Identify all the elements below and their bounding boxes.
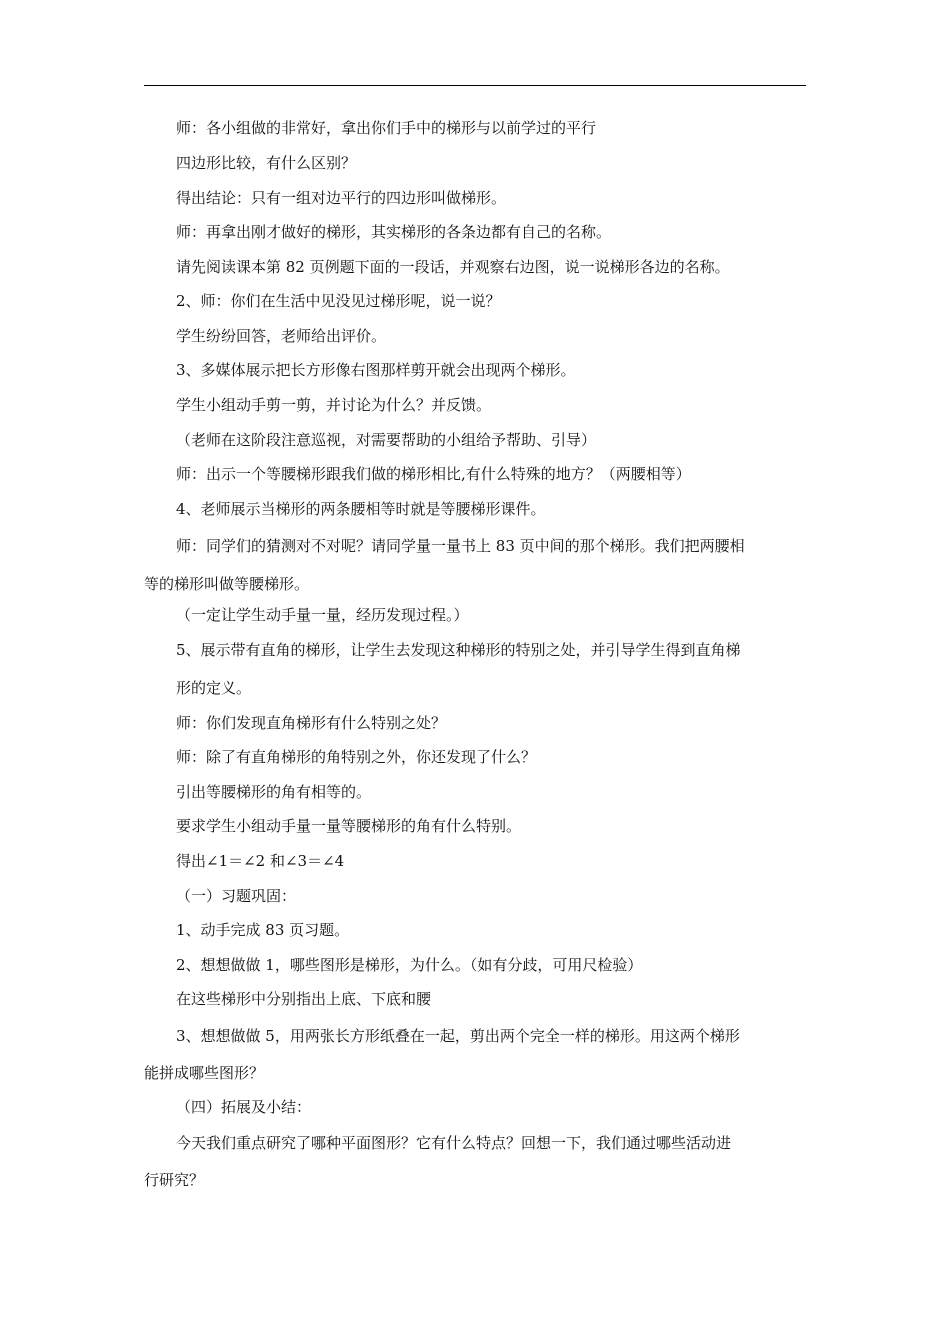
paragraph-line: 3、想想做做 5，用两张长方形纸叠在一起，剪出两个完全一样的梯形。用这两个梯形 bbox=[176, 1027, 740, 1045]
section-heading: （一）习题巩固： bbox=[176, 887, 297, 905]
paragraph-line: 5、展示带有直角的梯形，让学生去发现这种梯形的特别之处，并引导学生得到直角梯 bbox=[176, 641, 741, 659]
paragraph-line: 师：再拿出刚才做好的梯形，其实梯形的各条边都有自己的名称。 bbox=[176, 223, 612, 241]
paragraph-line: 等的梯形叫做等腰梯形。 bbox=[144, 575, 310, 593]
paragraph-line: （一定让学生动手量一量，经历发现过程。） bbox=[176, 606, 469, 624]
paragraph-line: 学生纷纷回答，老师给出评价。 bbox=[176, 327, 387, 345]
paragraph-line: 得出∠1＝∠2 和∠3＝∠4 bbox=[176, 852, 345, 870]
paragraph-line: 请先阅读课本第 82 页例题下面的一段话，并观察右边图，说一说梯形各边的名称。 bbox=[176, 258, 730, 276]
paragraph-line: 学生小组动手剪一剪，并讨论为什么？并反馈。 bbox=[176, 396, 492, 414]
paragraph-line: 4、老师展示当梯形的两条腰相等时就是等腰梯形课件。 bbox=[176, 500, 546, 518]
paragraph-line: 要求学生小组动手量一量等腰梯形的角有什么特别。 bbox=[176, 817, 522, 835]
paragraph-line: 师：除了有直角梯形的角特别之外，你还发现了什么？ bbox=[176, 748, 537, 766]
paragraph-line: 引出等腰梯形的角有相等的。 bbox=[176, 783, 372, 801]
paragraph-line: 四边形比较，有什么区别？ bbox=[176, 154, 357, 172]
paragraph-line: 形的定义。 bbox=[176, 679, 252, 697]
paragraph-line: 师：各小组做的非常好，拿出你们手中的梯形与以前学过的平行 bbox=[176, 119, 597, 137]
paragraph-line: 师：你们发现直角梯形有什么特别之处？ bbox=[176, 714, 447, 732]
paragraph-line: 今天我们重点研究了哪种平面图形？它有什么特点？回想一下，我们通过哪些活动进 bbox=[176, 1134, 732, 1152]
paragraph-line: 师：出示一个等腰梯形跟我们做的梯形相比,有什么特殊的地方？（两腰相等） bbox=[176, 465, 691, 483]
paragraph-line: 能拼成哪些图形？ bbox=[144, 1064, 265, 1082]
paragraph-line: 师：同学们的猜测对不对呢？请同学量一量书上 83 页中间的那个梯形。我们把两腰相 bbox=[176, 537, 745, 555]
section-heading: （四）拓展及小结： bbox=[176, 1098, 312, 1116]
paragraph-line: 3、多媒体展示把长方形像右图那样剪开就会出现两个梯形。 bbox=[176, 361, 576, 379]
paragraph-line: 得出结论：只有一组对边平行的四边形叫做梯形。 bbox=[176, 189, 507, 207]
paragraph-line: （老师在这阶段注意巡视，对需要帮助的小组给予帮助、引导） bbox=[176, 431, 597, 449]
paragraph-line: 1、动手完成 83 页习题。 bbox=[176, 921, 350, 939]
paragraph-line: 在这些梯形中分别指出上底、下底和腰 bbox=[176, 990, 432, 1008]
paragraph-line: 2、想想做做 1，哪些图形是梯形，为什么。（如有分歧，可用尺检验） bbox=[176, 956, 643, 974]
paragraph-line: 行研究？ bbox=[144, 1171, 205, 1189]
paragraph-line: 2、师：你们在生活中见没见过梯形呢，说一说？ bbox=[176, 292, 501, 310]
